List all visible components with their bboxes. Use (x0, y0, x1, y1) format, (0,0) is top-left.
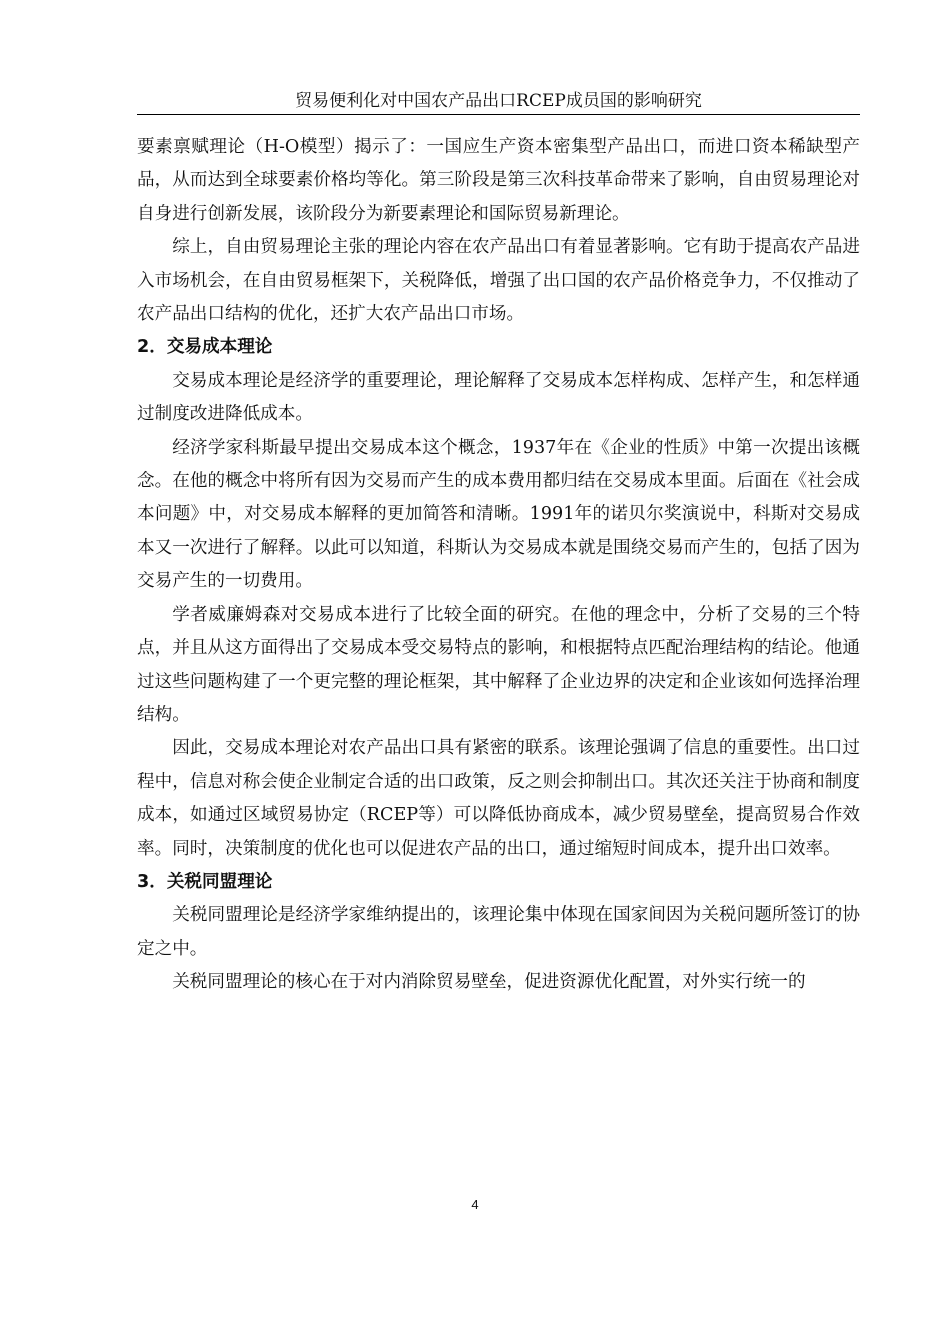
page-number: 4 (471, 1197, 479, 1212)
body-paragraph: 因此，交易成本理论对农产品出口具有紧密的联系。该理论强调了信息的重要性。出口过程中，信息对称会使企业制定合适的出口政策，反之则会抑制出口。其次还关注于协商和制度成本，如通过区域贸易协定（RCEP等）可以降低协商成本，减少贸易壁垒，提高贸易合作效率。同时，决策制度的优化也可以促进农产品的出口，通过缩短时间成本，提升出口效率。 (137, 738, 860, 859)
page-body (137, 131, 860, 1000)
body-paragraph: 交易成本理论是经济学的重要理论，理论解释了交易成本怎样构成、怎样产生，和怎样通过制度改进降低成本。 (137, 370, 860, 425)
section-heading: 3．关税同盟理论 (137, 871, 273, 892)
body-paragraph: 学者威廉姆森对交易成本进行了比较全面的研究。在他的理念中，分析了交易的三个特点，并且从这方面得出了交易成本受交易特点的影响，和根据特点匹配治理结构的结论。他通过这些问题构建了一个更完整的理论框架，其中解释了企业边界的决定和企业该如何选择治理结构。 (137, 604, 860, 725)
body-paragraph: 经济学家科斯最早提出交易成本这个概念，1937年在《企业的性质》中第一次提出该概念。在他的概念中将所有因为交易而产生的成本费用都归结在交易成本里面。后面在《社会成本问题》中，对交易成本解释的更加简答和清晰。1991年的诺贝尔奖演说中，科斯对交易成本又一次进行了解释。以此可以知道，科斯认为交易成本就是围绕交易而产生的，包括了因为交易产生的一切费用。 (137, 437, 860, 592)
body-paragraph: 关税同盟理论的核心在于对内消除贸易壁垒，促进资源优化配置，对外实行统一的 (172, 972, 806, 993)
section-heading: 2．交易成本理论 (137, 337, 273, 358)
body-paragraph: 关税同盟理论是经济学家维纳提出的，该理论集中体现在国家间因为关税问题所签订的协定之中。 (137, 905, 860, 959)
body-paragraph: 综上，自由贸易理论主张的理论内容在农产品出口有着显著影响。它有助于提高农产品进入市场机会，在自由贸易框架下，关税降低，增强了出口国的农产品价格竞争力，不仅推动了农产品出口结构的优化，还扩大农产品出口市场。 (137, 237, 860, 325)
body-paragraph: 要素禀赋理论（H-O模型）揭示了：一国应生产资本密集型产品出口，而进口资本稀缺型产品，从而达到全球要素价格均等化。第三阶段是第三次科技革命带来了影响，自由贸易理论对自身进行创新发展，该阶段分为新要素理论和国际贸易新理论。 (137, 137, 860, 224)
running-header: 贸易便利化对中国农产品出口RCEP成员国的影响研究 (137, 90, 860, 115)
